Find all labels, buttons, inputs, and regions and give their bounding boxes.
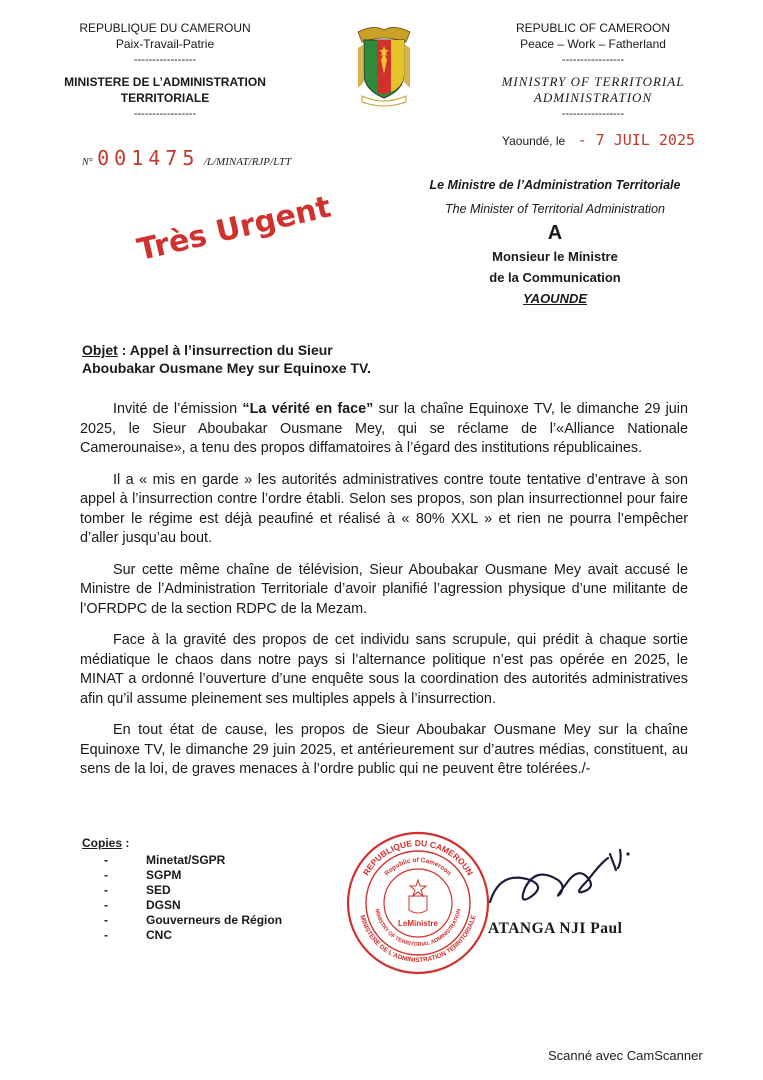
letter-body: [80, 400, 688, 780]
seal-shield-icon: [409, 896, 427, 913]
reference-suffix: /L/MINAT/RJP/LTT: [203, 156, 292, 168]
reference-number-value: 001475: [97, 146, 200, 170]
scanner-watermark: Scanné avec CamScanner: [548, 1048, 703, 1063]
paragraph-1-show-title: “La vérité en face”: [242, 401, 374, 417]
separator: -----------------: [133, 108, 197, 120]
paragraph-2: Il a « mis en garde » les autorités administratives contre toute tentative d’entrave à son appel à l’insurrection contre l’ordre établi. Selon ses propos, son plan insurrectionnel pour faire tomber le régime est déjà peaufiné et réalisé à « 80% XXL » et rien ne pourra l’empêcher d’aller jusqu’au bout.: [80, 471, 688, 546]
seal-outer-top-text: REPUBLIQUE DU CAMEROUN: [360, 837, 476, 878]
ministry-en-line2: ADMINISTRATION: [533, 90, 653, 105]
copies-colon: :: [122, 836, 130, 850]
paragraph-5: En tout état de cause, les propos de Sieur Aboubakar Ousmane Mey sur la chaîne Equinoxe TV, le dimanche 29 juin 2025, et antérieurement sur d’autres médias, constituent, au sens de la loi, de graves menaces à l’ordre public qui ne peuvent être tolérées./-: [80, 722, 688, 777]
seal-inner-bottom-text: MINISTRY OF TERRITORIAL ADMINISTRATION: [373, 908, 463, 949]
seal-star-icon: [410, 880, 426, 896]
handwritten-signature: [470, 840, 640, 920]
copies-list: [82, 853, 342, 943]
date-place-label: Yaoundé, le: [502, 134, 566, 148]
seal-center-text: LeMinistre: [397, 919, 439, 928]
ministry-fr-line2: TERRITORIALE: [120, 91, 210, 105]
sender-title-fr: Le Ministre de l’Administration Territoriale: [429, 178, 681, 192]
reference-number: [82, 146, 291, 170]
seal-outer-bottom-text: MINISTERE DE L'ADMINISTRATION TERRITORIALE: [358, 914, 478, 965]
subject-line1: : Appel à l’insurrection du Sieur: [117, 342, 333, 358]
seal-inner-top-text: Republic of Cameroon: [383, 856, 453, 878]
ministry-fr-line1: MINISTERE DE L’ADMINISTRATION: [64, 75, 266, 89]
copies-item: - Gouverneurs de Région: [104, 913, 283, 927]
paragraph-1-after: sur la chaîne Equinoxe TV, le dimanche 29 juin 2025, le Sieur Aboubakar Ousmane Mey, qui se réclame de l’«Alliance Nationale Camerounaise», a tenu des propos diffamatoires à l’égard des institutions républicaines.: [80, 401, 688, 456]
subject-block: [82, 341, 682, 377]
paragraph-1-before: Invité de l’émission: [113, 401, 243, 417]
paragraph-3: Sur cette même chaîne de télévision, Sieur Aboubakar Ousmane Mey avait accusé le Ministre de l’Administration Territoriale d’avoir planifié l’agression physique d’une militante de l’OFRDPC de la section RDPC de la Mezam.: [80, 561, 688, 617]
country-fr: REPUBLIQUE DU CAMEROUN: [79, 21, 251, 35]
ministry-en-line1: MINISTRY OF TERRITORIAL: [501, 74, 685, 89]
reference-prefix: N°: [82, 157, 93, 168]
signatory-name: ATANGA NJI Paul: [488, 920, 623, 937]
paragraph-1: [80, 400, 688, 459]
urgent-stamp: Très Urgent: [134, 189, 335, 269]
separator: -----------------: [561, 54, 625, 66]
recipient-line2: de la Communication: [489, 270, 621, 285]
copies-item: - CNC: [104, 928, 172, 942]
recipient-line1: Monsieur le Ministre: [492, 249, 618, 264]
date-line: [502, 131, 722, 150]
copies-block: [82, 836, 342, 943]
separator: -----------------: [561, 108, 625, 120]
header-left: [40, 20, 290, 122]
recipient-city: YAOUNDE: [522, 291, 588, 306]
country-en: REPUBLIC OF CAMEROON: [515, 21, 671, 35]
copies-label: Copies: [82, 836, 123, 850]
sender-block: [410, 173, 700, 221]
copies-item: - DGSN: [104, 898, 181, 912]
paragraph-4: Face à la gravité des propos de cet individu sans scrupule, qui prédit à chaque sortie médiatique le chaos dans notre pays si l’alternance politique n’est pas opérée en 2025, le MINAT a ordonné l’ouverture d’une enquête sous la coordination des autorités administratives afin qu’il assume pleinement ses multiples appels à l’insurrection.: [80, 632, 688, 707]
date-value-stamp: - 7 JUIL 2025: [577, 131, 696, 149]
separator: -----------------: [133, 54, 197, 66]
header-right: [468, 20, 718, 122]
motto-fr: Paix-Travail-Patrie: [115, 37, 215, 51]
copies-item: - SGPM: [104, 868, 182, 882]
subject-line2: Aboubakar Ousmane Mey sur Equinoxe TV.: [82, 360, 371, 376]
coat-of-arms-emblem: [354, 22, 414, 108]
subject-label: Objet: [82, 342, 118, 358]
sender-title-en: The Minister of Territorial Administration: [445, 202, 665, 216]
motto-en: Peace – Work – Fatherland: [520, 37, 666, 51]
copies-item: - SED: [104, 883, 171, 897]
copies-item: - Minetat/SGPR: [104, 853, 226, 867]
recipient-to: A: [547, 222, 563, 244]
recipient-block: [440, 220, 670, 309]
